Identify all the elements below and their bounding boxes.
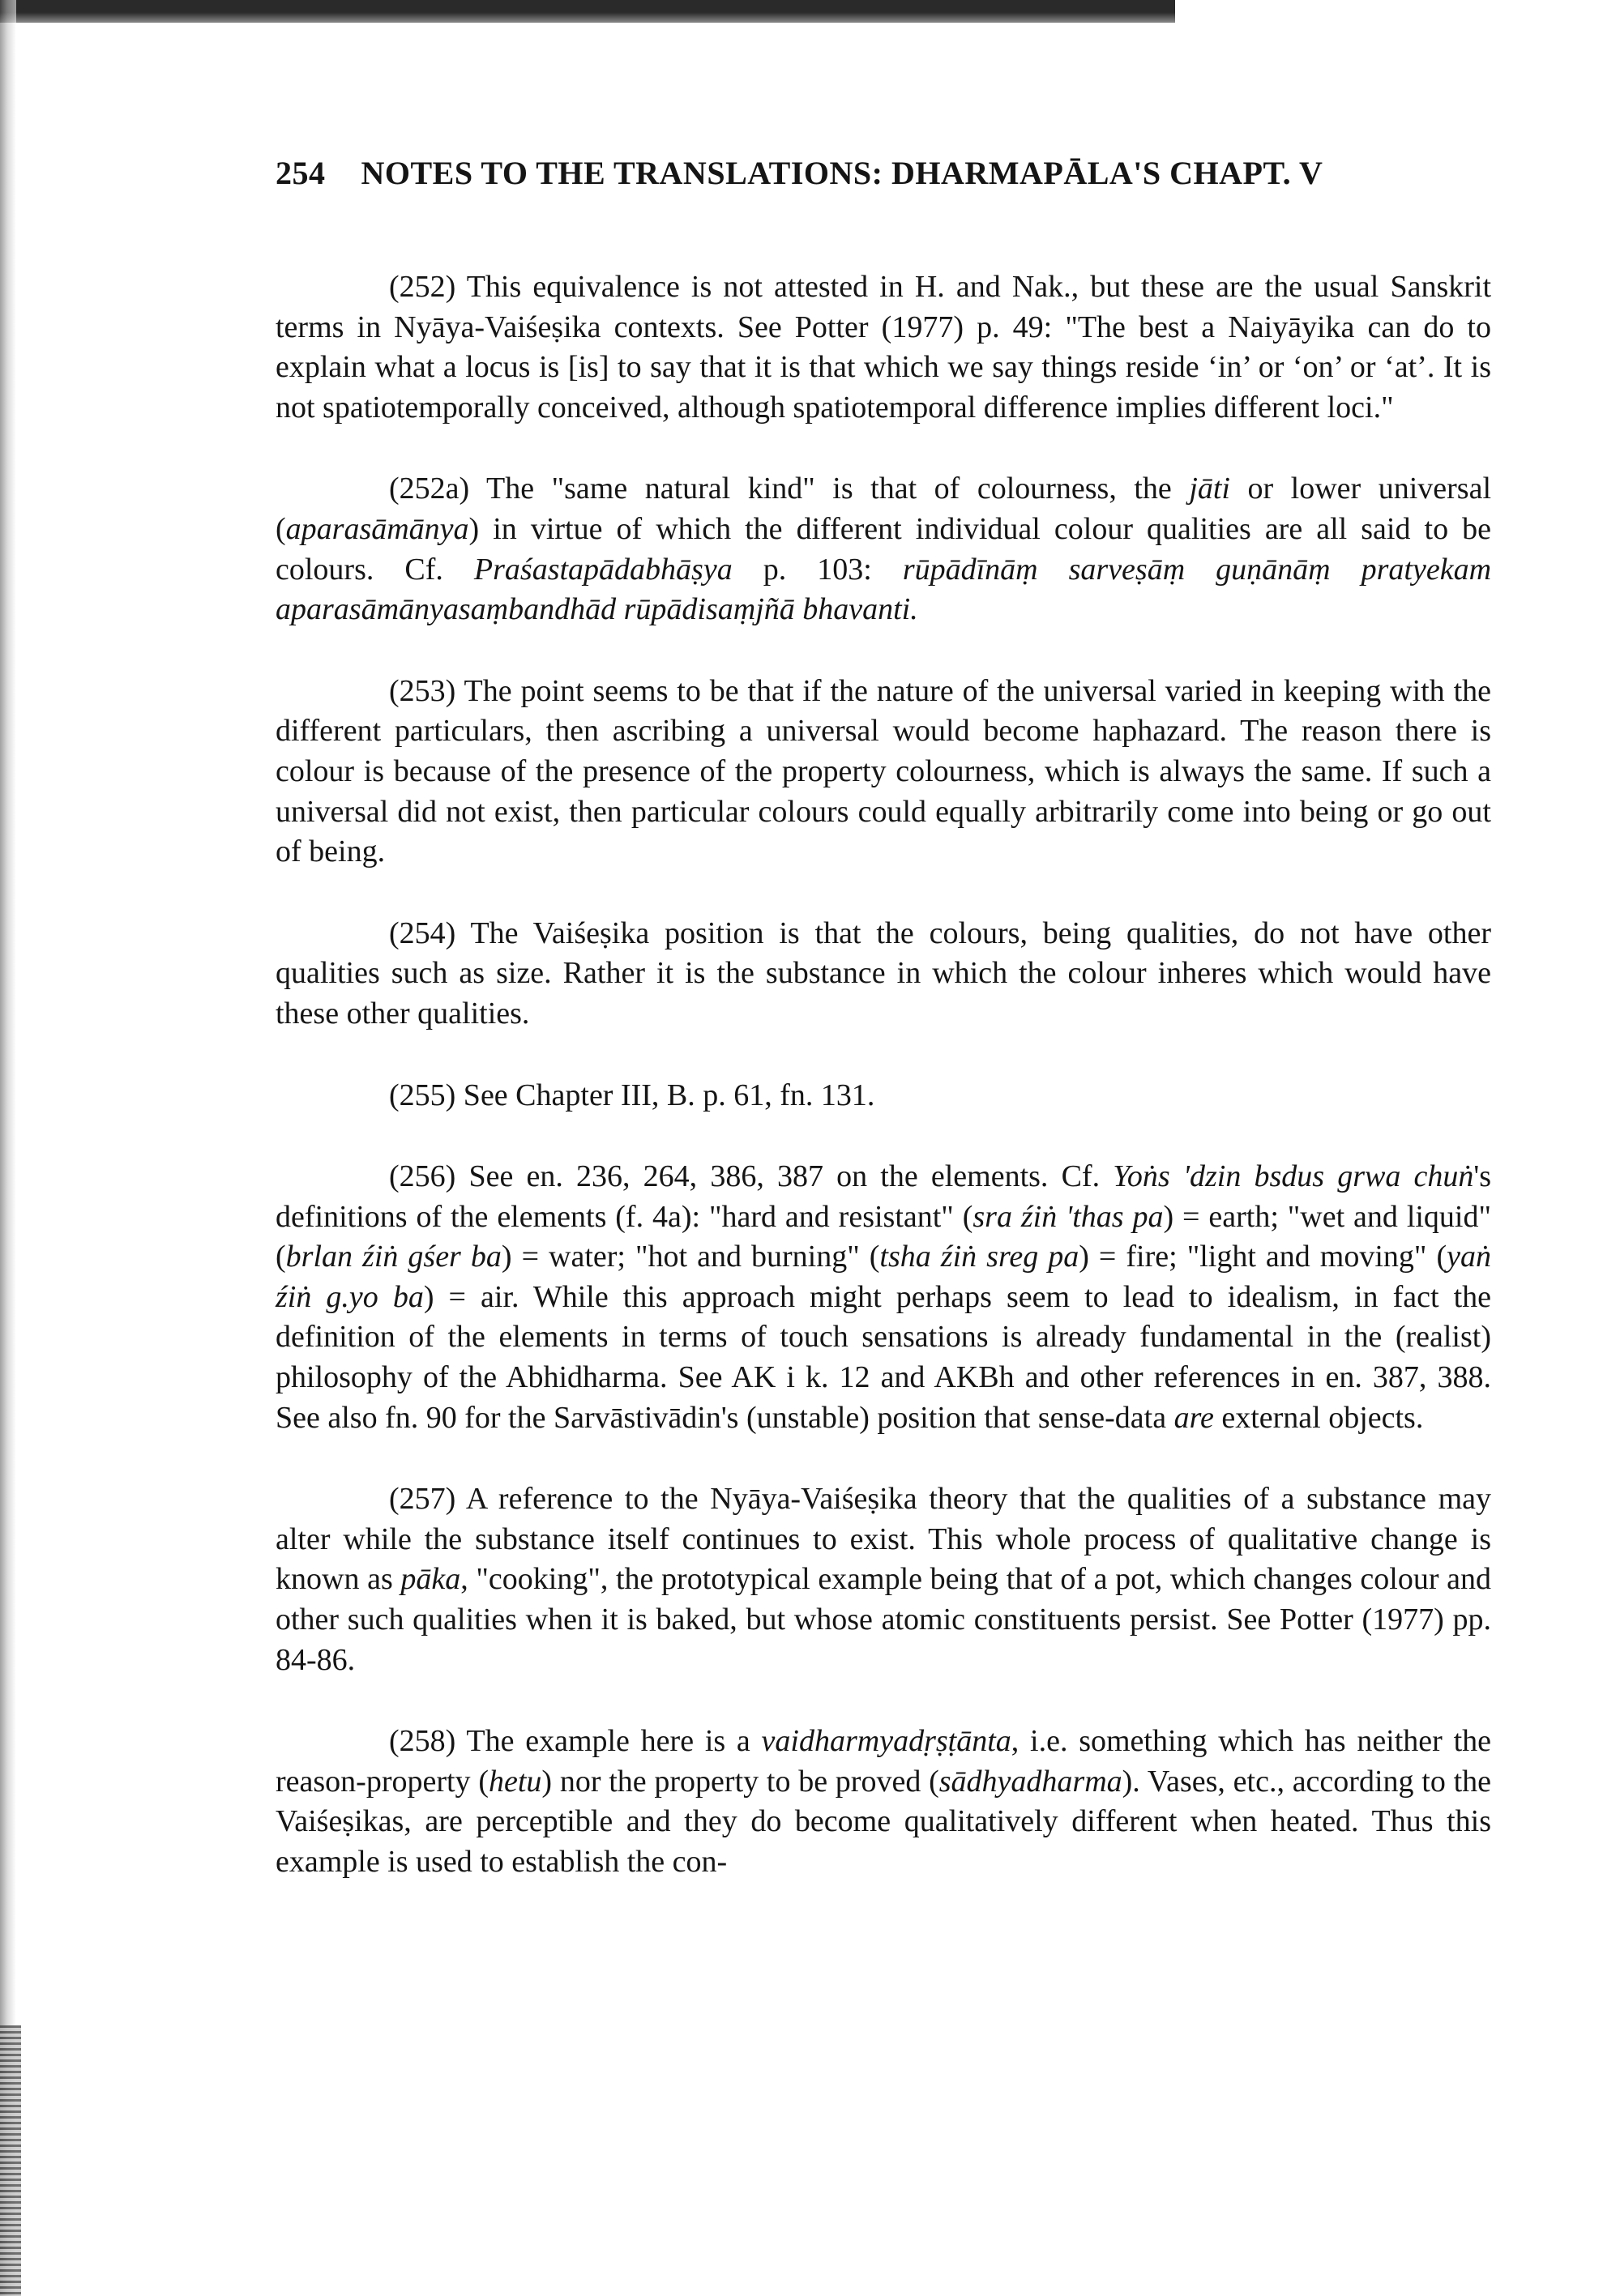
note-text: ) nor the property to be proved ( — [541, 1764, 939, 1799]
italic-term: vaidharmyadṛṣṭānta — [761, 1724, 1011, 1759]
endnote-paragraph — [276, 672, 1491, 873]
note-text: (257) A reference to the Nyāya-Vaiśeṣika theory that the qualities of a substance may alter while the substance itself continues to exist. This whole process of qualitative change is known as — [276, 1482, 1491, 1597]
note-text: p. 103: — [732, 552, 903, 587]
italic-term: Praśastapādabhāṣya — [473, 552, 733, 587]
endnote-paragraph — [276, 1076, 1491, 1116]
note-text: , i.e. something which has neither the reason-property ( — [276, 1724, 1491, 1799]
italic-term: sādhyadharma — [938, 1764, 1122, 1799]
italic-term: jāti — [1189, 472, 1230, 506]
italic-term: pāka — [400, 1562, 461, 1597]
endnote-paragraph — [276, 1157, 1491, 1438]
italic-term: brlan źiṅ gśer ba — [285, 1240, 502, 1274]
note-text: ) = air. While this approach might perhaps seem to lead to idealism, in fact the definition of the elements in terms of touch sensations is already fundamental in the (realist) philosophy of the Abhidharma. See AK i k. 12 and AKBh and other references in en. 387, 388. See also fn. 90 for the Sarvāstivādin's (unstable) position that sense-data — [276, 1279, 1491, 1435]
note-text: , "cooking", the prototypical example being that of a pot, which changes colour and other such qualities when it is baked, but whose atomic constituents persist. See Potter (1977) pp. 84-86. — [276, 1562, 1491, 1677]
italic-term: sra źiṅ 'thas pa — [972, 1199, 1164, 1234]
endnote-paragraph — [276, 1479, 1491, 1680]
italic-term: tsha źiṅ sreg pa — [879, 1240, 1079, 1274]
note-text: 's definitions of the elements (f. 4a): "hard and resistant" ( — [276, 1159, 1491, 1234]
scan-binding-shadow — [0, 2025, 21, 2296]
italic-term: yaṅ źiṅ g.yo ba — [276, 1240, 1491, 1314]
italic-term: are — [1173, 1400, 1214, 1435]
running-head — [276, 154, 1475, 211]
italic-term: rūpādīnāṃ sarveṣāṃ guṇānāṃ pratyekam aparasāmānyasaṃbandhād rūpādisaṃjñā bhavanti. — [276, 552, 1492, 627]
notes-body — [276, 267, 1491, 1924]
note-text: ) = fire; "light and moving" ( — [1079, 1240, 1447, 1274]
note-text: (255) See Chapter III, B. p. 61, fn. 131. — [389, 1078, 875, 1112]
note-text: (253) The point seems to be that if the nature of the universal varied in keeping with the different particulars, then ascribing a universal would become haphazard. The reason there is colour is because of the presence of the property colourness, which is always the same. If such a universal did not exist, then particular colours could equally arbitrarily come into being or go out of being. — [276, 673, 1491, 869]
endnote-paragraph — [276, 1722, 1491, 1882]
endnote-paragraph — [276, 267, 1491, 428]
note-text: (258) The example here is a — [389, 1724, 762, 1759]
scan-border-left — [0, 0, 16, 2296]
endnote-paragraph — [276, 914, 1491, 1035]
note-text: (252a) The "same natural kind" is that of colourness, the — [389, 472, 1190, 506]
scan-border-top — [0, 0, 1175, 23]
note-text: ). Vases, etc., according to the Vaiśeṣikas, are perceptible and they do become qualitatively different when heated. Thus this example is used to establish the con- — [276, 1764, 1491, 1879]
italic-term: Yoṅs 'dzin bsdus grwa chuṅ — [1113, 1159, 1474, 1194]
note-text: ) = water; "hot and burning" ( — [501, 1240, 880, 1274]
page-number: 254 — [276, 155, 326, 191]
note-text: (254) The Vaiśeṣika position is that the colours, being qualities, do not have other qualities such as size. Rather it is the substance in which the colour inheres which would have these other qualities. — [276, 915, 1491, 1031]
running-head-title: NOTES TO THE TRANSLATIONS: DHARMAPĀLA'S CHAPT. V — [361, 155, 1323, 191]
note-text: or lower universal ( — [276, 472, 1492, 546]
note-text: ) = earth; "wet and liquid" ( — [276, 1199, 1492, 1274]
note-text: external objects. — [1213, 1400, 1424, 1435]
note-text: ) in virtue of which the different individual colour qualities are all said to be colours. Cf. — [276, 511, 1491, 587]
italic-term: hetu — [488, 1764, 542, 1799]
endnote-paragraph — [276, 469, 1491, 629]
italic-term: aparasāmānya — [285, 511, 469, 546]
note-text: (252) This equivalence is not attested in H. and Nak., but these are the usual Sanskrit terms in Nyāya-Vaiśeṣika contexts. See Potter (1977) p. 49: "The best a Naiyāyika can do to explain what a locus is [is] to say that it is that which we say things reside ‘in’ or ‘on’ or ‘at’. It is not spatiotemporally conceived, although spatiotemporal difference implies different loci." — [276, 270, 1491, 425]
note-text: (256) See en. 236, 264, 386, 387 on the elements. Cf. — [389, 1159, 1114, 1194]
